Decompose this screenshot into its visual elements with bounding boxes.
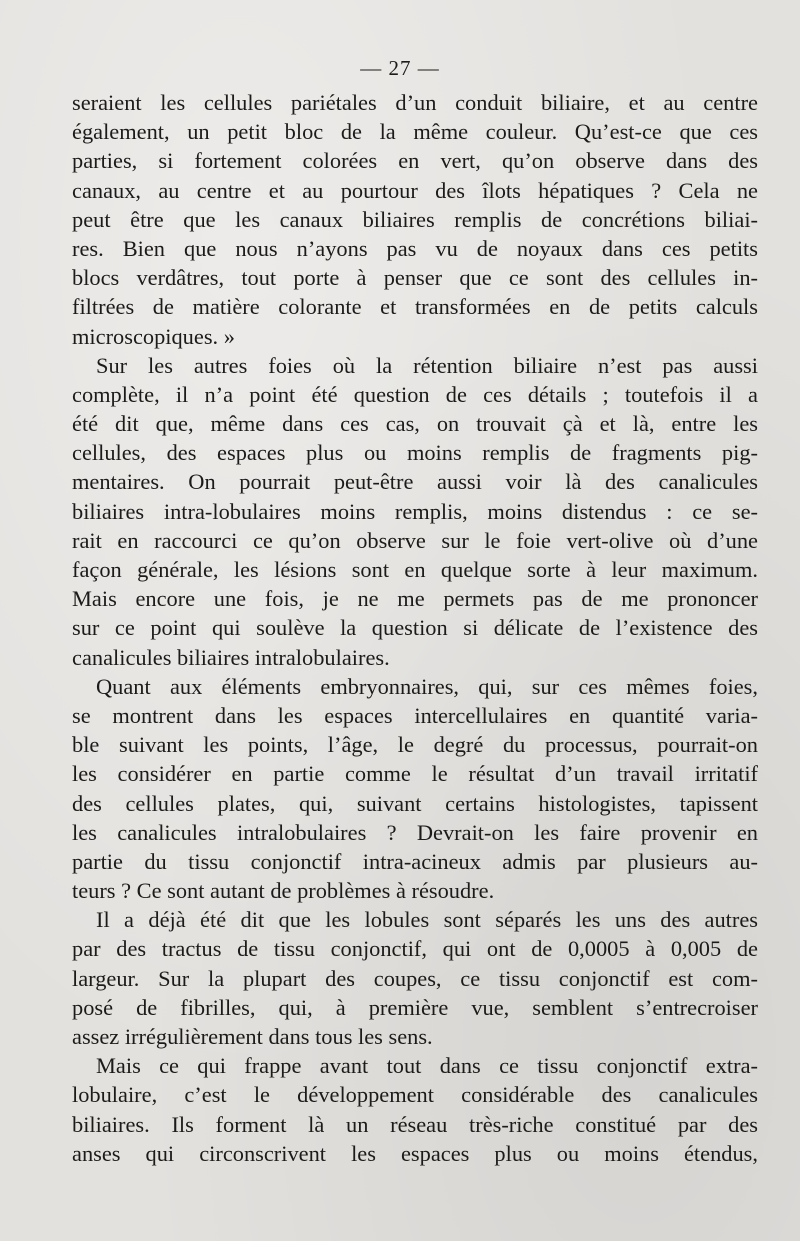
text-line: Sur les autres foies où la rétention biliaire n’est pas aussi (96, 352, 758, 378)
text-line: mentaires. On pourrait peut-être aussi voir là des canalicules (72, 469, 758, 495)
body-text (72, 88, 758, 1168)
text-line: Quant aux éléments embryonnaires, qui, sur ces mêmes foies, (96, 673, 758, 699)
text-line: Il a déjà été dit que les lobules sont séparés les uns des autres (96, 907, 758, 933)
text-line: seraient les cellules pariétales d’un conduit biliaire, et au centre (72, 90, 758, 115)
text-line: peut être que les canaux biliaires remplis de concrétions biliai- (72, 206, 758, 232)
text-line: rait en raccourci ce qu’on observe sur le foie vert-olive où d’une (72, 527, 758, 553)
text-line: res. Bien que nous n’ayons pas vu de noyaux dans ces petits (72, 235, 758, 261)
text-line: se montrent dans les espaces intercellulaires en quantité varia- (72, 702, 758, 728)
text-line: les canalicules intralobulaires ? Devrait-on les faire provenir en (72, 819, 758, 845)
text-line: anses qui circonscrivent les espaces plus ou moins étendus, (72, 1140, 758, 1166)
text-line: Mais encore une fois, je ne me permets pas de me prononcer (72, 586, 758, 612)
text-line: les considérer en partie comme le résultat d’un travail irritatif (72, 761, 758, 787)
text-line: complète, il n’a point été question de ces détails ; toutefois il a (72, 381, 758, 407)
text-line: lobulaire, c’est le développement considérable des canalicules (72, 1082, 758, 1108)
text-line: parties, si fortement colorées en vert, qu’on observe dans des (72, 148, 758, 174)
text-line: filtrées de matière colorante et transformées en de petits calculs (72, 294, 758, 320)
text-line: cellules, des espaces plus ou moins remplis de fragments pig- (72, 440, 758, 466)
text-line: façon générale, les lésions sont en quelque sorte à leur maximum. (72, 557, 758, 582)
text-line: Mais ce qui frappe avant tout dans ce tissu conjonctif extra- (96, 1053, 758, 1079)
text-line: microscopiques. » (72, 323, 235, 349)
text-line: également, un petit bloc de la même couleur. Qu’est-ce que ces (72, 119, 758, 145)
text-line: blocs verdâtres, tout porte à penser que ce sont des cellules in- (72, 265, 758, 291)
text-line: posé de fibrilles, qui, à première vue, semblent s’entrecroiser (72, 994, 758, 1020)
text-line: sur ce point qui soulève la question si délicate de l’existence des (72, 615, 758, 641)
text-line: largeur. Sur la plupart des coupes, ce tissu conjonctif est com- (72, 965, 758, 991)
page-number: — 27 — (360, 56, 440, 80)
text-line: canalicules biliaires intralobulaires. (72, 644, 390, 670)
text-line: par des tractus de tissu conjonctif, qui ont de 0,0005 à 0,005 de (72, 936, 758, 962)
text-line: teurs ? Ce sont autant de problèmes à résoudre. (72, 878, 495, 904)
text-line: assez irrégulièrement dans tous les sens. (72, 1024, 433, 1049)
text-line: biliaires. Ils forment là un réseau très-riche constitué par des (72, 1111, 758, 1137)
text-line: partie du tissu conjonctif intra-acineux admis par plusieurs au- (72, 848, 758, 874)
text-line: des cellules plates, qui, suivant certains histologistes, tapissent (72, 790, 758, 816)
text-line: été dit que, même dans ces cas, on trouvait çà et là, entre les (72, 411, 758, 437)
text-line: ble suivant les points, l’âge, le degré du processus, pourrait-on (72, 732, 758, 758)
text-line: biliaires intra-lobulaires moins remplis, moins distendus : ce se- (72, 498, 758, 524)
text-line: canaux, au centre et au pourtour des îlots hépatiques ? Cela ne (72, 177, 758, 203)
